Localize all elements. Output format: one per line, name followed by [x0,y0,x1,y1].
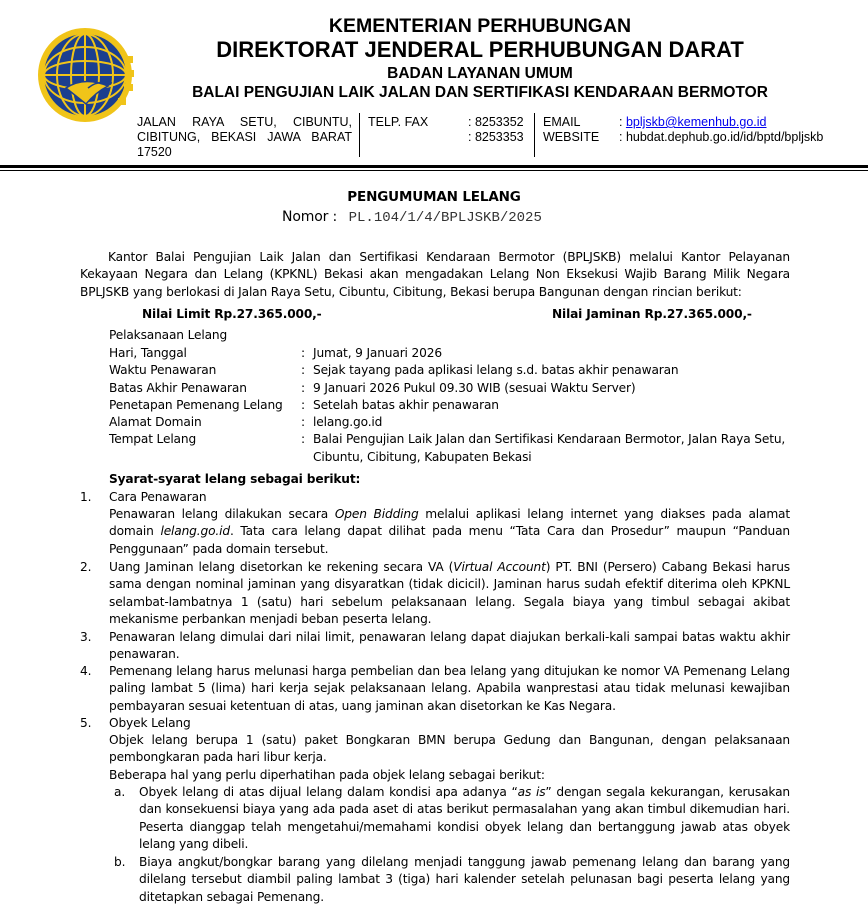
letterhead-balai: BALAI PENGUJIAN LAIK JALAN DAN SERTIFIKASI KENDARAAN BERMOTOR [192,84,768,101]
sub-a-text: Obyek lelang di atas dijual lelang dalam kondisi apa adanya “ [139,785,518,799]
item-number-5: 5. [80,716,92,730]
address-line-3: 17520 [137,145,172,159]
letterhead-rule-thin [0,170,868,171]
item-paragraph-3: Penawaran lelang dimulai dari nilai limit, penawaran lelang dapat diajukan berkali-kali sampai batas waktu akhir penawaran. [109,630,790,662]
contact-labels [543,115,599,145]
letterhead-ministry: KEMENTERIAN PERHUBUNGAN [328,15,632,37]
telp-label: TELP. FAX [368,115,429,129]
item-1-text: . Tata cara lelang dapat dilihat pada menu “Tata Cara dan Prosedur” maupun “Panduan Penggunaan” pada domain tersebut. [109,524,791,556]
item-number-3: 3. [80,630,92,644]
item-2-text: ) PT. BNI (Persero) Cabang Bekasi harus sama dengan nominal jaminan yang disyaratkan (tidak dicicil). Jaminan harus sudah efektif diterima oleh KPKNL selambat-lambatnya 1 (satu) hari sebelum pelaksanaan lelang. Segala biaya yang timbul sebagai akibat mekanisme perbankan menjadi beban peserta lelang. [109,560,791,626]
item-1-text: Penawaran lelang dilakukan secara [109,507,335,521]
email-colon: : [619,115,626,129]
detail-label: Waktu Penawaran [109,363,217,378]
detail-row: Tempat Lelang : Balai Pengujian Laik Jalan dan Sertifikasi Kendaraan Bermotor, Jalan Raya Setu, [109,431,799,448]
item-paragraph-4: Pemenang lelang harus melunasi harga pembelian dan bea lelang yang ditujukan ke nomor VA Pemenang Lelang paling lambat 5 (lima) hari kerja sejak pelaksanaan lelang. Apabila wanprestasi atau tidak melunasi kewajiban pembayaran sesuai ketentuan di atas, uang jaminan akan disetorkan ke Kas Negara. [109,664,790,713]
intro-text: Kantor Balai Pengujian Laik Jalan dan Sertifikasi Kendaraan Bermotor (BPLJSKB) melalui Kantor Pelayanan Kekayaan Negara dan Lelang (KPKNL) Bekasi akan mengadakan Lelang Non Eksekusi Wajib Barang Milik Negara BPLJSKB yang berlokasi di Jalan Raya Setu, Cibuntu, Cibitung, Bekasi berupa Bangunan dengan rincian berikut: [80,250,790,299]
sub-a-text: ” dengan segala kekurangan, kerusakan dan konsekuensi biaya yang ada pada aset di atas berikut permasalahan yang akan timbul dikemudian hari. Peserta dianggap telah mengetahui/memahami kondisi obyek lelang dan bertanggung jawab atas obyek lelang yang dibeli. [139,785,790,851]
nilai-jaminan: Nilai Jaminan Rp.27.365.000,- [552,307,752,321]
sub-a-italic: as is [517,785,546,799]
detail-value: Jumat, 9 Januari 2026 [313,346,442,360]
nomor-line [282,209,542,227]
item-paragraph-5a: Objek lelang berupa 1 (satu) paket Bongkaran BMN berupa Gedung dan Bangunan, dengan pelaksanaan pembongkaran pada hari libur kerja. [109,733,790,765]
telp-numbers [468,115,524,145]
pelaksanaan-heading: Pelaksanaan Lelang [109,328,228,342]
email-link[interactable]: bpljskb@kemenhub.go.id [625,115,767,129]
intro-paragraph [80,249,790,301]
nilai-limit: Nilai Limit Rp.27.365.000,- [142,307,322,321]
item-1-text: melalui aplikasi lelang internet yang diakses pada alamat domain [109,507,790,539]
item-paragraph-2 [109,559,790,628]
telp-number-2: : 8253353 [468,130,524,144]
detail-value: Sejak tayang pada aplikasi lelang s.d. batas akhir penawaran [313,363,679,378]
detail-value: Cibuntu, Cibitung, Kabupaten Bekasi [313,449,532,464]
header-divider-2 [534,113,535,157]
detail-value: 9 Januari 2026 Pukul 09.30 WIB (sesuai Waktu Server) [313,380,636,395]
detail-label: Hari, Tanggal [109,346,187,360]
item-2-italic: Virtual Account [453,560,546,574]
detail-label: Batas Akhir Penawaran [109,380,247,395]
item-number-1: 1. [80,490,92,504]
announcement-title: PENGUMUMAN LELANG [347,189,521,205]
detail-label: Tempat Lelang [109,432,197,447]
item-number-2: 2. [80,560,92,574]
nomor-label: Nomor : [282,209,338,225]
item-number-4: 4. [80,664,92,678]
details-table [109,345,799,466]
item-heading-1: Cara Penawaran [109,490,207,504]
syarat-heading: Syarat-syarat lelang sebagai berikut: [109,472,361,486]
telp-number-1: : 8253352 [468,115,524,129]
address-line-1: JALAN RAYA SETU, CIBUNTU, [137,115,352,129]
website-value: : hubdat.dephub.go.id/id/bptd/bpljskb [619,130,824,144]
address-block [137,115,352,160]
item-heading-5: Obyek Lelang [109,716,191,730]
website-label: WEBSITE [543,130,600,144]
item-1-italic: Open Bidding [334,507,419,521]
detail-label: Alamat Domain [109,415,202,430]
detail-label [109,449,301,466]
email-label: EMAIL [543,115,581,129]
sub-letter-b: b. [114,855,126,869]
letterhead-directorate: DIREKTORAT JENDERAL PERHUBUNGAN DARAT [216,37,744,62]
detail-row: Waktu Penawaran : Sejak tayang pada aplikasi lelang s.d. batas akhir penawaran [109,362,799,379]
detail-value: Setelah batas akhir penawaran [313,397,499,412]
detail-row [109,449,799,466]
item-2-text: Uang Jaminan lelang disetorkan ke rekening secara VA ( [109,560,454,574]
sub-letter-a: a. [114,785,126,799]
sub-paragraph-a [139,784,790,853]
detail-row: Alamat Domain : lelang.go.id [109,414,799,431]
nomor-value: PL.104/1/4/BPLJSKB/2025 [348,210,542,226]
detail-row: Batas Akhir Penawaran : 9 Januari 2026 Pukul 09.30 WIB (sesuai Waktu Server) [109,380,799,397]
detail-value: Balai Pengujian Laik Jalan dan Sertifikasi Kendaraan Bermotor, Jalan Raya Setu, [313,432,786,447]
kemenhub-logo-icon [36,26,134,124]
item-paragraph-1 [109,506,790,558]
address-line-2: CIBITUNG, BEKASI JAWA BARAT [137,130,352,144]
detail-label: Penetapan Pemenang Lelang [109,397,283,412]
detail-row: Penetapan Pemenang Lelang : Setelah batas akhir penawaran [109,397,799,414]
detail-value: lelang.go.id [313,415,383,430]
item-paragraph-5b: Beberapa hal yang perlu diperhatihan pada objek lelang sebagai berikut: [109,768,545,782]
contact-values [619,115,823,145]
letterhead-blu: BADAN LAYANAN UMUM [387,65,573,82]
letterhead-rule-thick [0,165,868,168]
sub-paragraph-b: Biaya angkut/bongkar barang yang dilelang menjadi tanggung jawab pemenang lelang dan barang yang dilelang tersebut diambil paling lambat 3 (tiga) hari kalender setelah pelunasan bagi peserta lelang yang ditetapkan sebagai Pemenang. [139,855,790,904]
header-divider-1 [359,113,360,157]
item-1-domain: lelang.go.id [160,524,230,539]
detail-row: Hari, Tanggal : Jumat, 9 Januari 2026 [109,345,799,362]
